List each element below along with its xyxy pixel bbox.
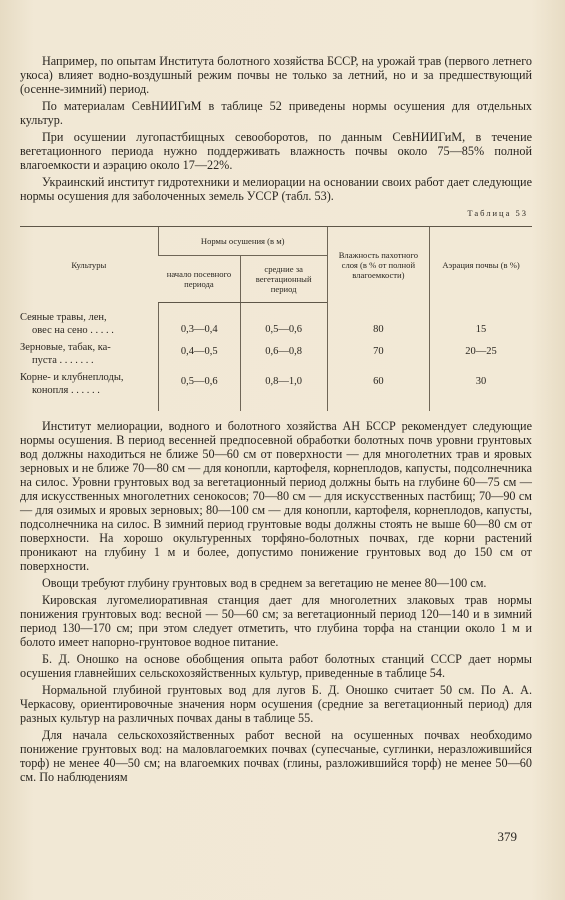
table-caption: Таблица 53 <box>467 208 528 218</box>
paragraph: Б. Д. Оношко на основе обобщения опыта работ болотных станций СССР дает нормы осушения главнейших сельскохозяйственных культур, приведенные в таблице 54. <box>20 651 532 680</box>
cell-veg-mean: 0,8—1,0 <box>240 369 327 411</box>
cell-aeration: 20—25 <box>430 339 532 369</box>
header-sowing-start: начало посевного периода <box>158 256 240 303</box>
cell-moisture: 80 <box>327 303 429 339</box>
paragraph: Нормальной глубиной грунтовых вод для лугов Б. Д. Оношко считает 50 см. По А. А. Черкасову, ориентировочные значения норм осушения (средние за вегетационный период) для разных культур на различных почвах даны в таблице 55. <box>20 682 532 725</box>
cell-sowing-start: 0,3—0,4 <box>158 303 240 339</box>
paragraph: Например, по опытам Института болотного хозяйства БССР, на урожай трав (первого летнего укоса) влияет водно-воздушный режим почвы не только за летний, но и за предшествующий (осенне-зимний) период. <box>20 54 532 96</box>
cell-veg-mean: 0,6—0,8 <box>240 339 327 369</box>
paragraph: Украинский институт гидротехники и мелиорации на основании своих работ дает следующие нормы осушения для заболоченных земель УССР (табл. 53). <box>20 175 532 203</box>
crop-name-cont: овес на сено . . . . . <box>32 324 114 336</box>
cell-moisture: 60 <box>327 369 429 411</box>
paragraph: Институт мелиорации, водного и болотного хозяйства АН БССР рекомендует следующие нормы осушения. В период весенней предпосевной обработки болотных почв уровни грунтовых вод должны находиться не ближе 50—60 см от поверхности — для многолетних трав и яровых зерновых и не ближе 70—80 см — для конопли, картофеля, корнеплодов, капусты, подсолнечника на силос. Уровни грунтовых вод за вегетационный период должны быть на глубине 60—75 см — для искусственных многолетних сенокосов; 70—80 см — для искусственных пастбищ; 70—90 см — для озимых и яровых зерновых; 80—100 см — для конопли, картофеля, корнеплодов, капусты, подсолнечника на силос. В зимний период грунтовые воды должны стоять не выше 60—80 см от поверхности. На хорошо окультуренных торфяно-болотных почвах, где корни растений проникают на глубину 1 м и более, допустимо понижение грунтовых вод до 150 см от поверхности. <box>20 418 532 573</box>
drainage-norms-table <box>20 226 532 411</box>
page-number: 379 <box>497 829 517 844</box>
table-row <box>20 369 532 411</box>
paragraph: Кировская лугомелиоративная станция дает для многолетних злаковых трав нормы понижения грунтовых вод: весной — 50—60 см; за вегетационный период 120—140 и в зимний период 130—170 см; при этом следует отметить, что глубина торфа на станции около 1 м и болото имеет напорно-грунтовое водное питание. <box>20 592 532 649</box>
cell-aeration: 30 <box>430 369 532 411</box>
table-row <box>20 303 532 339</box>
paragraph: При осушении лугопастбищных севооборотов, по данным СевНИИГиМ, в течение вегетационного периода нужно поддерживать влажность почвы около 75—85% полной влагоемкости и аэрацию около 17—22%. <box>20 130 532 172</box>
cell-sowing-start: 0,4—0,5 <box>158 339 240 369</box>
header-drainage-norms: Нормы осушения (в м) <box>158 227 327 256</box>
crop-name: Корне- и клубнеплоды, <box>20 371 124 383</box>
crop-name-cont: пуста . . . . . . . <box>32 354 94 366</box>
header-veg-mean: средние за вегетационный период <box>240 256 327 303</box>
text-column <box>20 54 532 787</box>
cell-moisture: 70 <box>327 339 429 369</box>
crop-name: Сеяные травы, лен, <box>20 311 107 323</box>
paragraph: По материалам СевНИИГиМ в таблице 52 приведены нормы осушения для отдельных культур. <box>20 99 532 127</box>
paragraph: Для начала сельскохозяйственных работ весной на осушенных почвах необходимо понижение грунтовых вод: на маловлагоемких почвах (супесчаные, суглинки, неразложившийся торф) не менее 40—50 см; на влагоемких почвах (глины, разложившийся торф) не менее 50—60 см. По наблюдениям <box>20 727 532 784</box>
header-moisture: Влажность пахотного слоя (в % от полной влагоемкости) <box>327 227 429 303</box>
cell-sowing-start: 0,5—0,6 <box>158 369 240 411</box>
cell-veg-mean: 0,5—0,6 <box>240 303 327 339</box>
crop-name-cont: конопля . . . . . . <box>32 384 100 396</box>
header-aeration: Аэрация почвы (в %) <box>430 227 532 303</box>
table-row <box>20 339 532 369</box>
header-crops: Культуры <box>20 227 158 303</box>
crop-name: Зерновые, табак, ка- <box>20 341 111 353</box>
cell-aeration: 15 <box>430 303 532 339</box>
paragraph: Овощи требуют глубину грунтовых вод в среднем за вегетацию не менее 80—100 см. <box>42 575 487 590</box>
